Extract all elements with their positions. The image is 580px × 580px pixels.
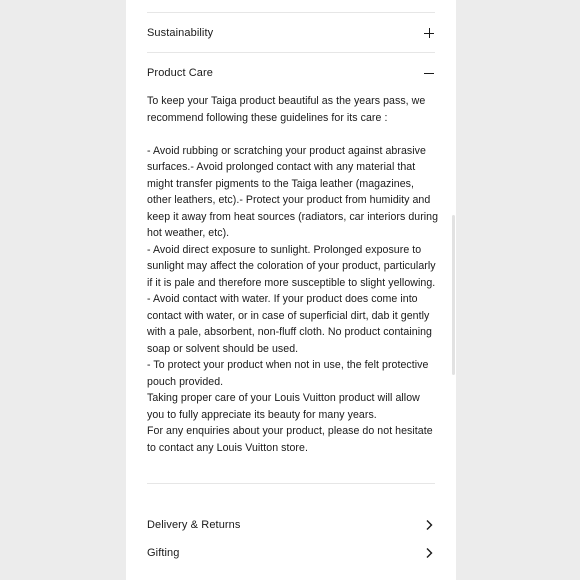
accordion-product-care-label: Product Care [147, 67, 214, 79]
product-care-paragraph: - Avoid contact with water. If your product does come into contact with water, or in case of superficial dirt, dab it gently with a pale, absorbent, non-fluff cloth. No product containing soap or solvent should be used. [147, 293, 432, 355]
plus-icon [423, 27, 435, 39]
product-care-paragraph: - Avoid direct exposure to sunlight. Prolonged exposure to sunlight may affect the coloration of your product, particularly if it is pale and therefore more susceptible to slight yellowing. [147, 243, 436, 289]
accordion-product-care[interactable] [147, 62, 435, 84]
divider [147, 12, 435, 13]
product-care-paragraph: - Avoid rubbing or scratching your product against abrasive surfaces.- Avoid prolonged contact with any material that might transfer pigments to the Taiga leather (magazines, other leathers, etc).- Protect your product from humidity and keep it away from heat sources (radiators, car interiors during hot weather, etc). [147, 144, 439, 239]
accordion-sustainability[interactable] [147, 22, 435, 44]
scrollbar-thumb[interactable] [452, 215, 455, 375]
minus-icon [423, 67, 435, 79]
product-details-panel [126, 0, 456, 580]
divider [147, 52, 435, 53]
chevron-right-icon [423, 519, 435, 531]
chevron-right-icon [423, 547, 435, 559]
product-care-intro: To keep your Taiga product beautiful as the years pass, we recommend following these guidelines for its care : [147, 95, 426, 124]
accordion-delivery-returns-label: Delivery & Returns [147, 519, 241, 531]
product-care-content [147, 93, 439, 456]
product-care-paragraph: - To protect your product when not in use, the felt protective pouch provided. [147, 359, 429, 388]
accordion-gifting-label: Gifting [147, 547, 180, 559]
divider [147, 483, 435, 484]
accordion-gifting[interactable] [147, 542, 435, 564]
product-care-paragraph: Taking proper care of your Louis Vuitton product will allow you to fully appreciate its beauty for many years. [147, 392, 420, 421]
accordion-sustainability-label: Sustainability [147, 27, 214, 39]
product-care-paragraph: For any enquiries about your product, please do not hesitate to contact any Louis Vuitton store. [147, 425, 433, 454]
accordion-delivery-returns[interactable] [147, 514, 435, 536]
